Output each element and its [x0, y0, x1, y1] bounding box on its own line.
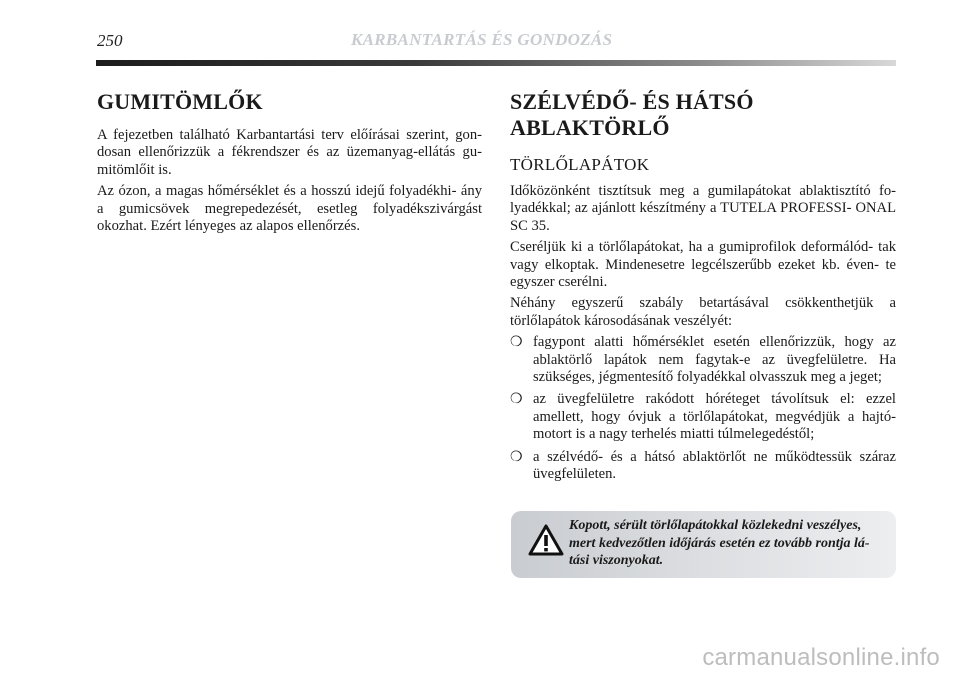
section-title-wipers-line-1: SZÉLVÉDŐ- ÉS HÁTSÓ — [510, 89, 754, 114]
section-title-wipers-line-2: ABLAKTÖRLŐ — [510, 115, 670, 140]
warning-text: Kopott, sérült törlőlapátokkal közlekedni veszélyes, mert kedvezőtlen időjárás esetén ez tovább rontja lá- tási viszonyokat. — [569, 518, 870, 568]
wipers-paragraph-2: Cseréljük ki a törlőlapátokat, ha a gumiprofilok deformálód- tak vagy elkoptak. Mindenesetre legcélszerűbb ezeket kb. éven- te egyszer cserélni. — [510, 239, 896, 291]
list-item-text: a szélvédő- és a hátsó ablaktörlőt ne működtessük száraz üvegfelületen. — [533, 448, 896, 483]
section-title-wipers — [510, 89, 896, 141]
circle-bullet-icon: ❍ — [510, 449, 523, 465]
list-item-text: fagypont alatti hőmérséklet esetén ellenőrizzük, hogy az ablaktörlő lapátok nem fagytak-e az üvegfelületre. Ha szükséges, jégmentesítő folyadékkal olvasszuk meg a jeget; — [533, 334, 896, 386]
watermark: carmanualsonline.info — [702, 644, 940, 671]
circle-bullet-icon: ❍ — [510, 392, 523, 408]
list-item — [510, 391, 896, 443]
header-rule — [96, 60, 896, 66]
left-column — [97, 89, 482, 239]
wiper-tips-list — [510, 334, 896, 483]
list-item — [510, 449, 896, 484]
page-number: 250 — [97, 31, 123, 50]
warning-box — [511, 511, 896, 578]
section-title-hoses: GUMITÖMLŐK — [97, 89, 263, 114]
hoses-paragraph-1: A fejezetben található Karbantartási terv előírásai szerint, gon- dosan ellenőrizzük a fékrendszer és az üzemanyag-ellátás gu- mitömlőit is. — [97, 127, 482, 178]
running-title: KARBANTARTÁS ÉS GONDOZÁS — [351, 30, 613, 49]
list-item-text: az üvegfelületre rakódott hóréteget távolítsuk el: ezzel amellett, hogy óvjuk a törlőlapátokat, megvédjük a hajtó- motort is a nagy terhelés miatti túlmelegedéstől; — [533, 391, 896, 443]
circle-bullet-icon: ❍ — [510, 335, 523, 351]
wipers-paragraph-3: Néhány egyszerű szabály betartásával csökkenthetjük a törlőlapátok károsodásának veszélyét: — [510, 295, 896, 329]
subsection-title-wiper-blades: TÖRLŐLAPÁTOK — [510, 155, 650, 174]
hoses-paragraph-2: Az ózon, a magas hőmérséklet és a hosszú idejű folyadékhi- ány a gumicsövek megrepedezését, esetleg folyadékszivárgást okozhat. Ezért lényeges az alapos ellenőrzés. — [97, 183, 482, 235]
list-item — [510, 334, 896, 386]
right-column — [510, 89, 896, 489]
wipers-paragraph-1: Időközönként tisztítsuk meg a gumilapátokat ablaktisztító fo- lyadékkal; az ajánlott készítmény a TUTELA PROFESSI- ONAL SC 35. — [510, 183, 896, 234]
warning-triangle-icon — [528, 524, 564, 561]
